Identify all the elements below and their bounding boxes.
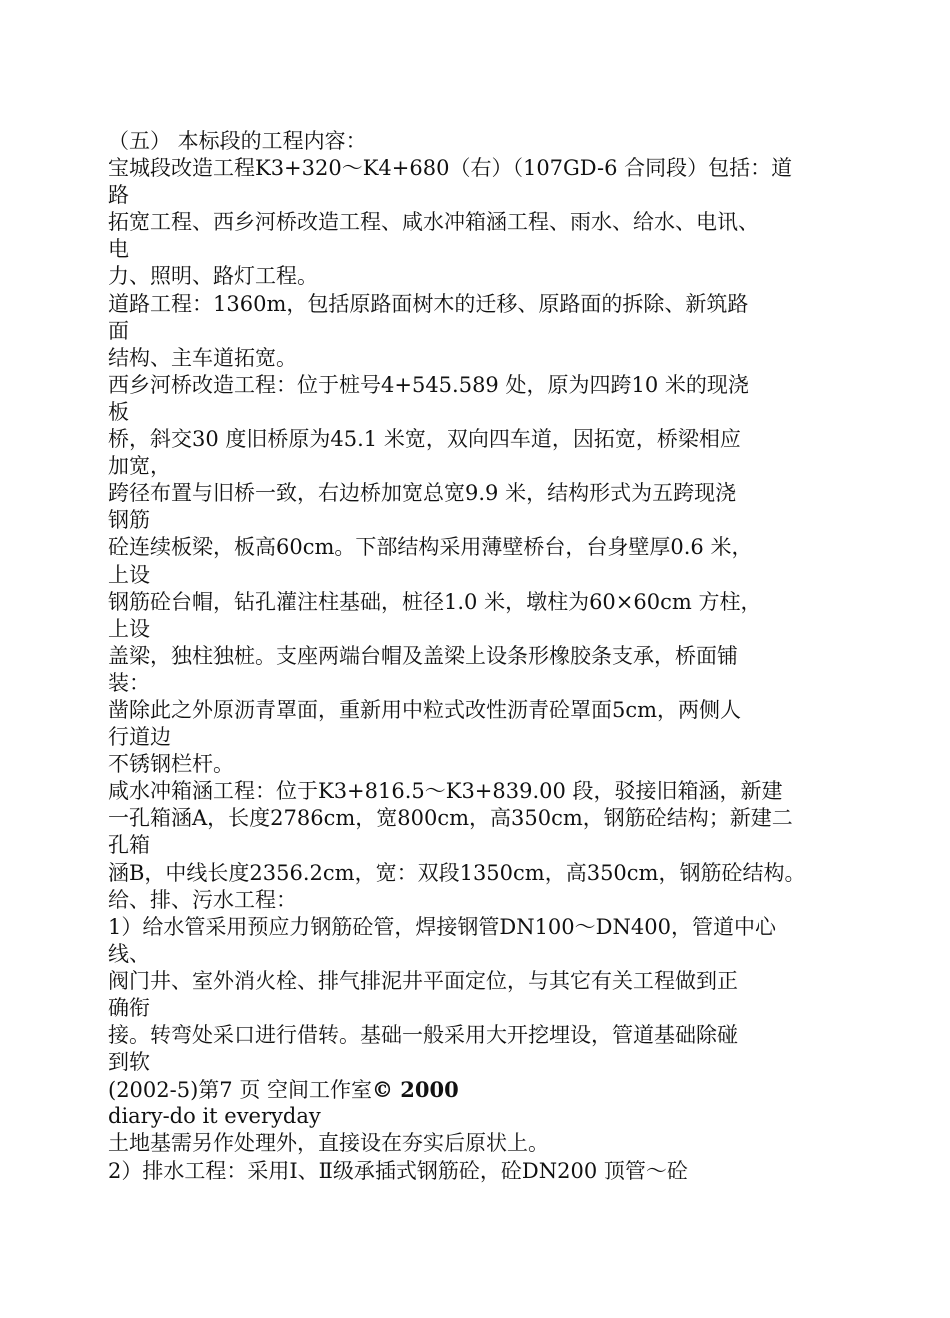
text-line: 给、排、污水工程： xyxy=(108,887,297,912)
text-line: 不锈钢栏杆。 xyxy=(108,752,234,777)
text-line: （五） 本标段的工程内容： xyxy=(108,129,367,153)
text-line: 路 xyxy=(108,183,129,208)
text-line: 孔箱 xyxy=(108,833,150,858)
text-line: 拓宽工程、西乡河桥改造工程、咸水冲箱涵工程、雨水、给水、电讯、 xyxy=(108,210,759,235)
text-line: 涵B，中线长度2356.2cm，宽：双段1350cm，高350cm，钢筋砼结构。 xyxy=(108,860,806,885)
text-line: 凿除此之外原沥青罩面，重新用中粒式改性沥青砼罩面5cm，两侧人 xyxy=(108,697,742,722)
page-footer-tagline: diary-do it everyday xyxy=(108,1104,321,1129)
text-line: 加宽， xyxy=(108,454,171,479)
text-line: 板 xyxy=(108,399,129,424)
text-line: 结构、主车道拓宽。 xyxy=(108,345,297,370)
text-line: 钢筋砼台帽，钻孔灌注柱基础，桩径1.0 米，墩柱为60×60cm 方柱， xyxy=(108,589,762,614)
text-line: 电 xyxy=(108,237,129,262)
text-line: 土地基需另作处理外，直接设在夯实后原状上。 xyxy=(108,1131,549,1156)
text-line: 桥，斜交30 度旧桥原为45.1 米宽，双向四车道，因拓宽，桥梁相应 xyxy=(108,427,741,452)
text-line: 宝城段改造工程K3+320～K4+680（右）（107GD-6 合同段）包括：道 xyxy=(108,156,793,181)
text-line: 钢筋 xyxy=(108,508,150,533)
footer-copyright: © 2000 xyxy=(372,1077,459,1103)
text-line: 上设 xyxy=(108,562,150,587)
text-line: 跨径布置与旧桥一致，右边桥加宽总宽9.9 米，结构形式为五跨现浇 xyxy=(108,481,737,506)
text-line: 力、照明、路灯工程。 xyxy=(108,264,318,289)
text-line: 道路工程：1360m，包括原路面树木的迁移、原路面的拆除、新筑路 xyxy=(108,291,749,316)
text-line: 砼连续板梁，板高60cm。下部结构采用薄壁桥台，台身壁厚0.6 米， xyxy=(108,535,753,560)
text-line: 确衔 xyxy=(108,996,150,1020)
text-line: 面 xyxy=(108,318,129,343)
text-line: 阀门井、室外消火栓、排气排泥井平面定位，与其它有关工程做到正 xyxy=(108,968,738,993)
text-line: 上设 xyxy=(108,616,150,641)
text-line: 西乡河桥改造工程：位于桩号4+545.589 处，原为四跨10 米的现浇 xyxy=(108,372,749,397)
footer-page-info: (2002-5)第7 页 空间工作室 xyxy=(108,1078,372,1103)
text-line: 装： xyxy=(108,670,150,695)
text-line: 2）排水工程：采用Ⅰ、Ⅱ级承插式钢筋砼，砼DN200 顶管～砼 xyxy=(108,1158,688,1183)
page-footer-line xyxy=(108,1076,908,1103)
text-line: 到软 xyxy=(108,1050,150,1075)
document-body xyxy=(108,128,908,1185)
text-line: 线、 xyxy=(108,941,150,966)
text-line: 行道边 xyxy=(108,725,171,750)
text-line: 盖梁，独柱独桩。支座两端台帽及盖梁上设条形橡胶条支承，桥面铺 xyxy=(108,643,738,668)
text-line: 1）给水管采用预应力钢筋砼管，焊接钢管DN100～DN400，管道中心 xyxy=(108,914,776,939)
text-line: 一孔箱涵A，长度2786cm，宽800cm，高350cm，钢筋砼结构；新建二 xyxy=(108,806,793,831)
text-line: 接。转弯处采口进行借转。基础一般采用大开挖埋设，管道基础除碰 xyxy=(108,1023,738,1048)
text-line: 咸水冲箱涵工程：位于K3+816.5～K3+839.00 段，驳接旧箱涵，新建 xyxy=(108,779,783,804)
